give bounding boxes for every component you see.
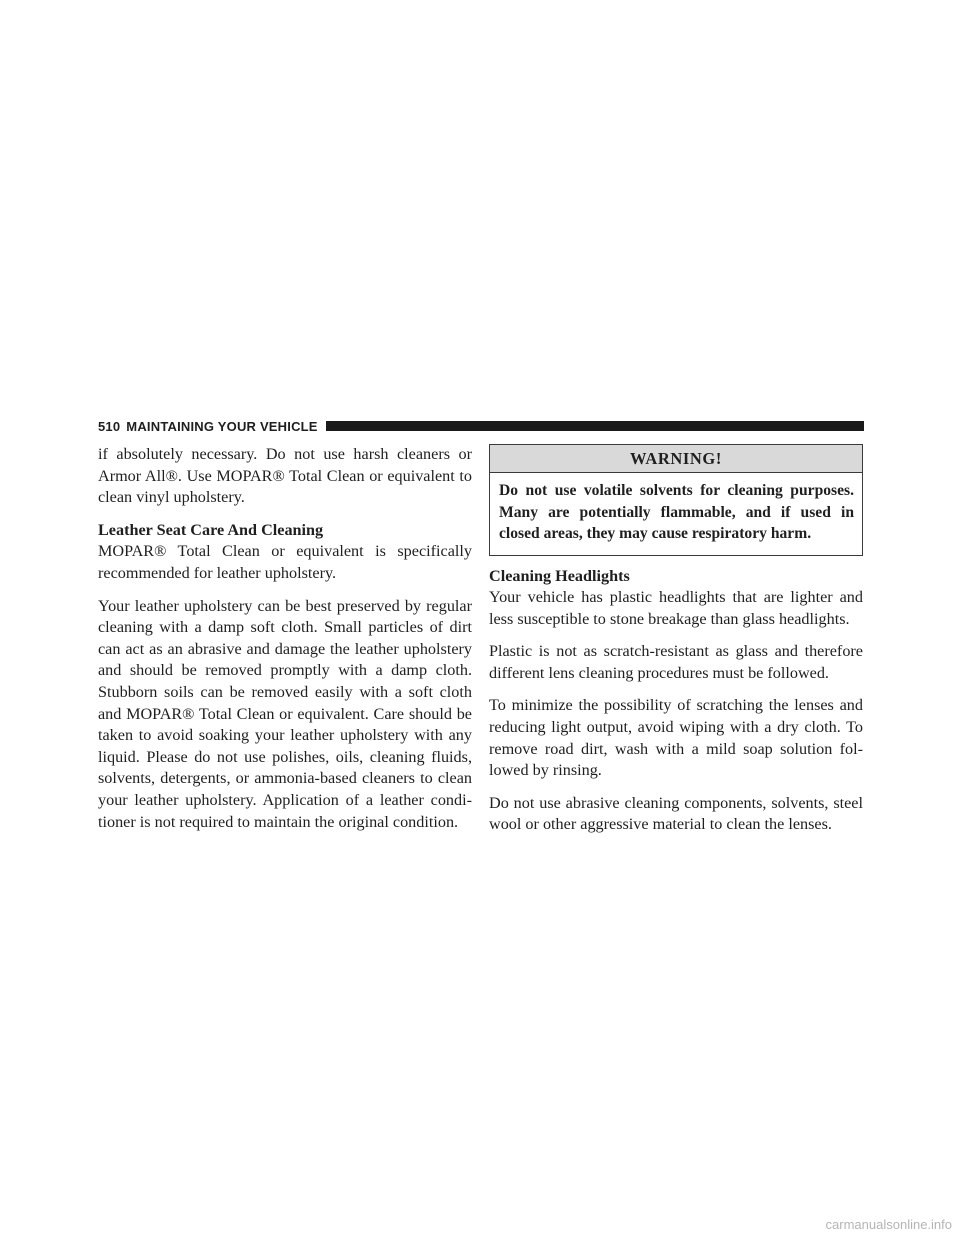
section-title: MAINTAINING YOUR VEHICLE <box>126 418 318 434</box>
leather-care-paragraph-2: Your leather upholstery can be best preserved by regular cleaning with a damp soft cloth. Small particles of dirt can act as an abrasive and damage the leather upholstery and should be removed promptly with a damp cloth. Stubborn soils can be removed easily with a soft cloth and MOPAR® Total Clean or equivalent. Care should be taken to avoid soaking your leather upholstery with any liquid. Please do not use polishes, oils, cleaning fluids, solvents, detergents, or ammonia-based cleaners to clean your leather upholstery. Application of a leather conditioner is not required to maintain the original condition. <box>98 596 472 831</box>
page-header <box>98 418 864 434</box>
watermark: carmanualsonline.info <box>825 1217 952 1232</box>
headlights-paragraph-4: Do not use abrasive cleaning components, solvents, steel wool or other aggressive material to clean the lenses. <box>489 793 863 834</box>
warning-box <box>489 444 863 556</box>
page-number: 510 <box>98 418 121 434</box>
leather-care-paragraph-1: MOPAR® Total Clean or equivalent is specifically recommended for leather upholstery. <box>98 542 472 582</box>
header-rule <box>326 421 864 431</box>
intro-paragraph: if absolutely necessary. Do not use harsh cleaners or Armor All®. Use MOPAR® Total Clean or equivalent to clean vinyl upholstery. <box>98 445 472 507</box>
headlights-paragraph-3: To minimize the possibility of scratching the lenses and reducing light output, avoid wiping with a dry cloth. To remove road dirt, wash with a mild soap solution followed by rinsing. <box>489 696 863 780</box>
warning-text: Do not use volatile solvents for cleaning purposes. Many are potentially flammable, and if used in closed areas, they may cause respiratory harm. <box>499 482 854 542</box>
right-column <box>489 444 863 847</box>
left-column <box>98 444 472 844</box>
headlights-paragraph-1: Your vehicle has plastic headlights that are lighter and less susceptible to stone breakage than glass headlights. <box>489 588 863 628</box>
headlights-paragraph-2: Plastic is not as scratch-resistant as glass and therefore different lens cleaning procedures must be followed. <box>489 642 863 682</box>
warning-title: WARNING! <box>490 445 862 473</box>
headlights-heading: Cleaning Headlights <box>489 566 630 585</box>
leather-care-heading: Leather Seat Care And Cleaning <box>98 520 324 539</box>
